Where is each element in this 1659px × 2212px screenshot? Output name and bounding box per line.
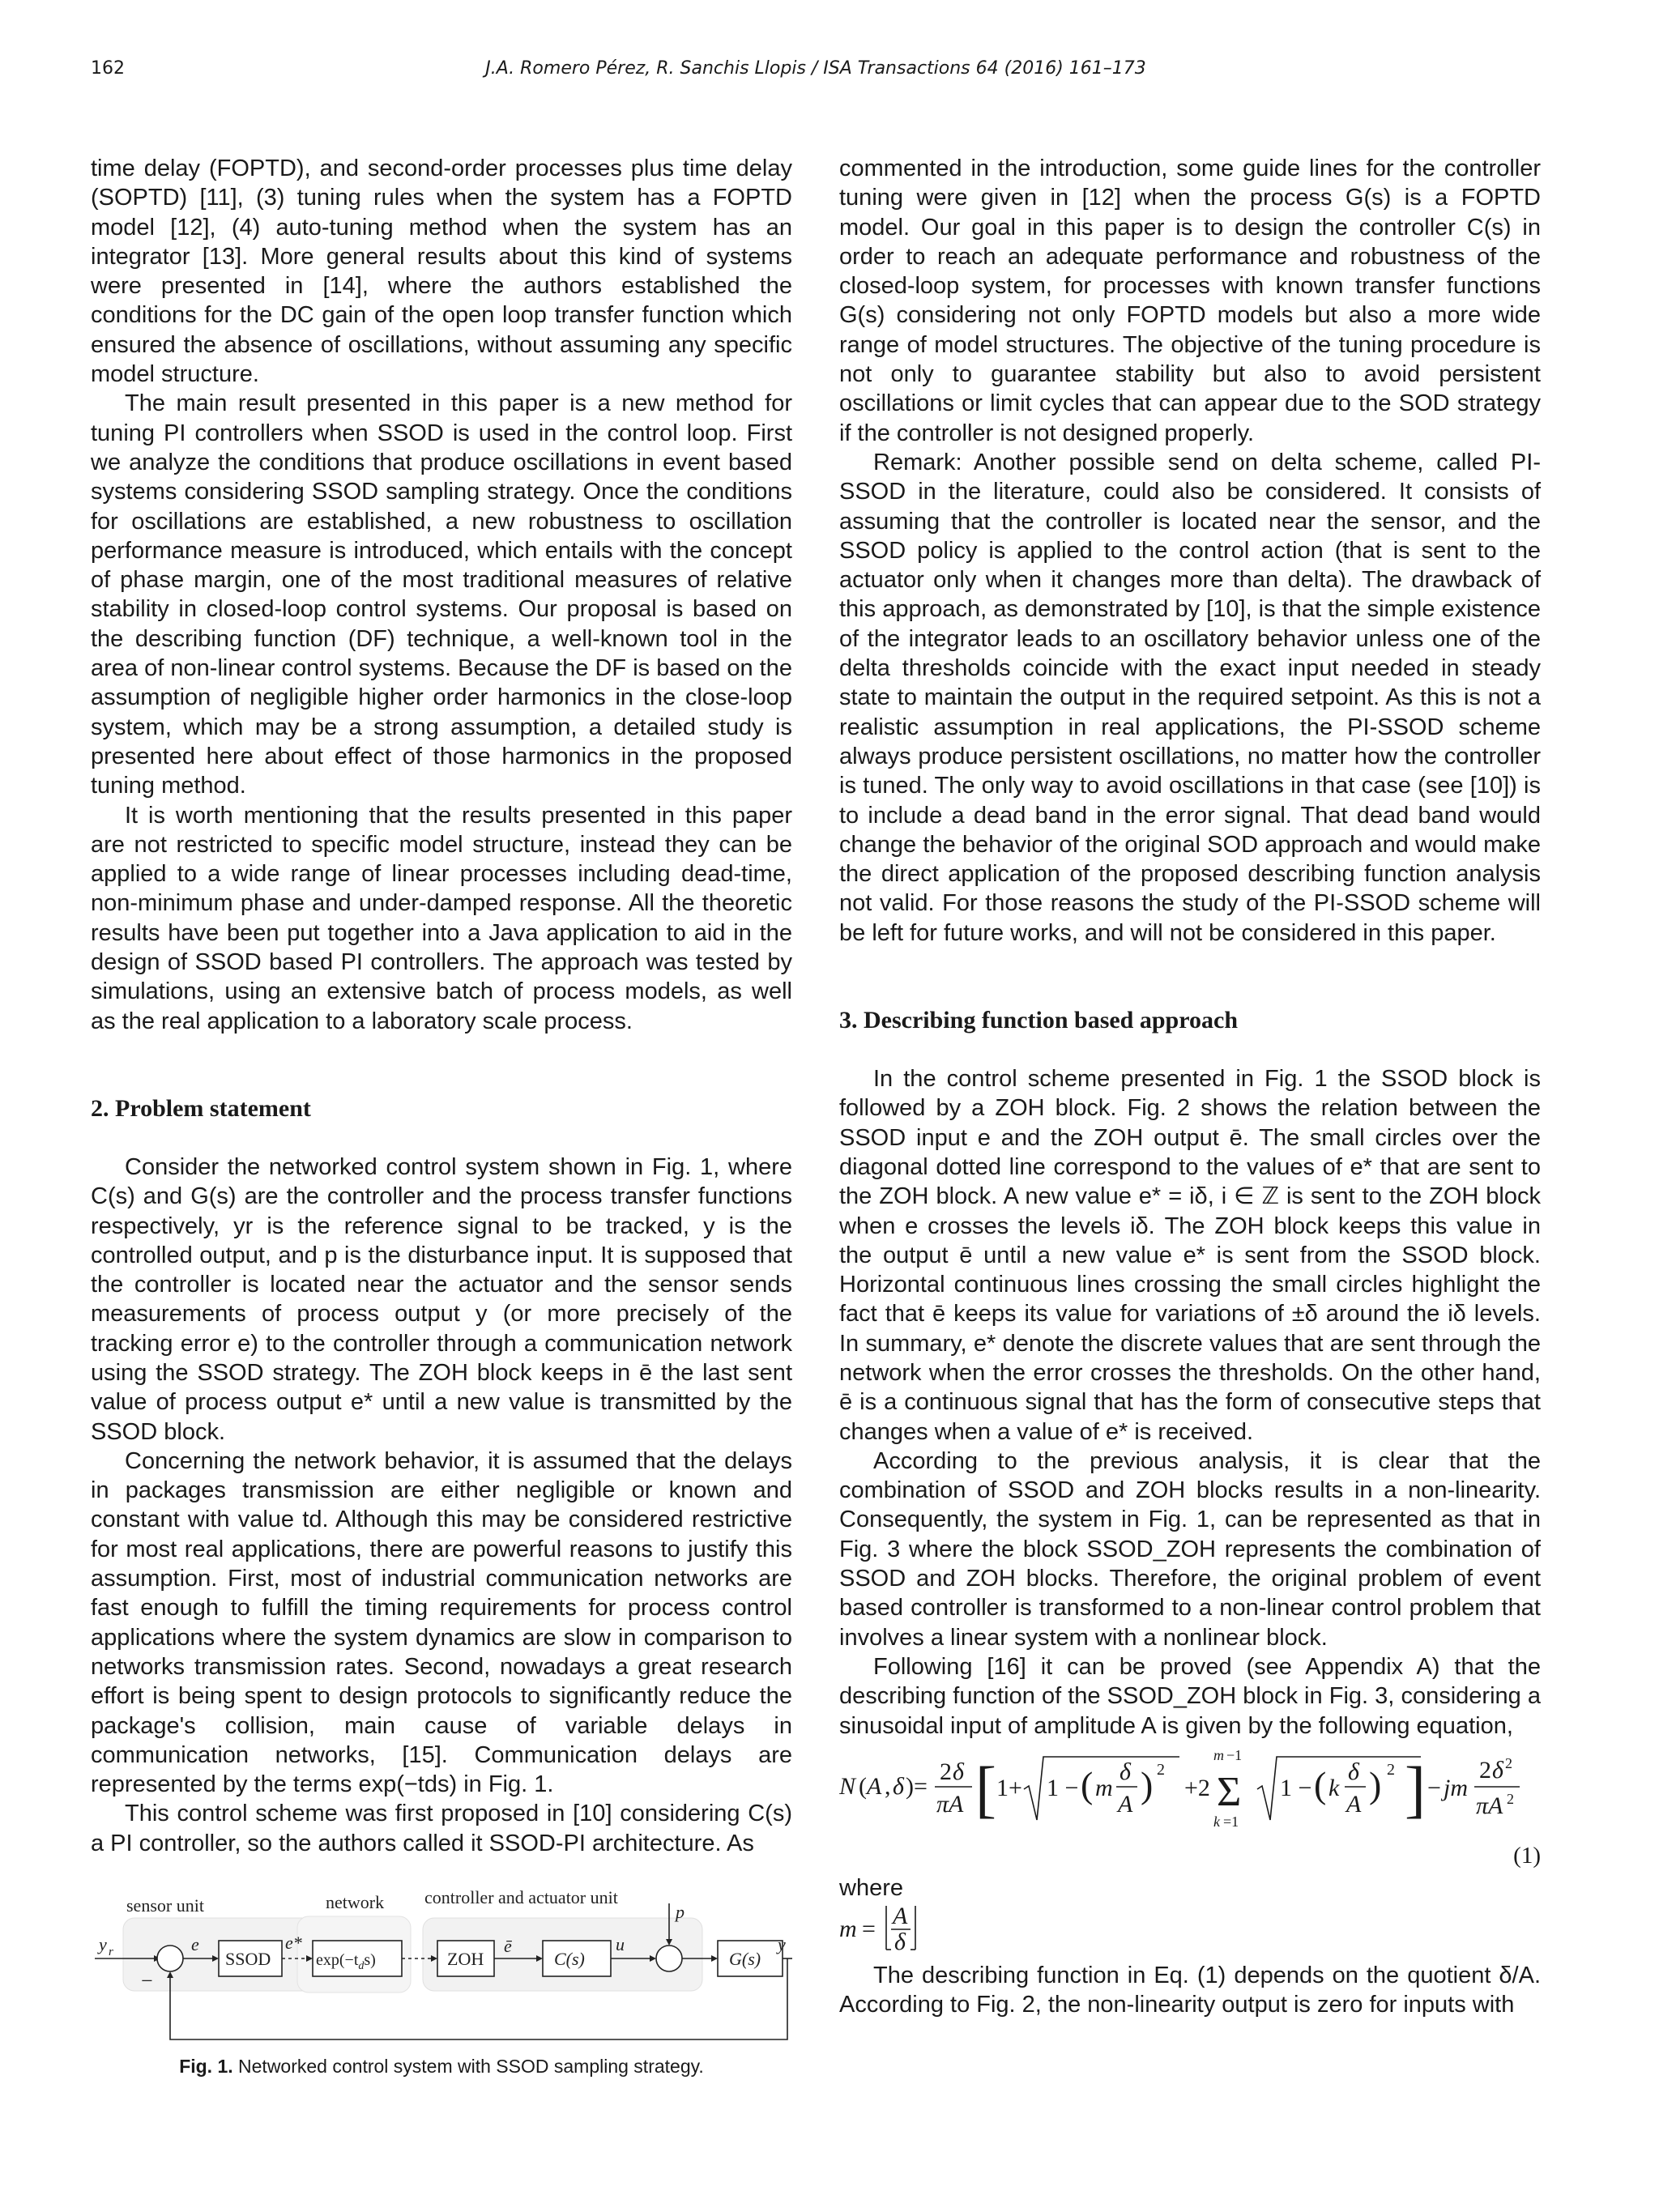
sensor-unit-label: sensor unit	[126, 1895, 204, 1916]
yr-subscript: r	[109, 1946, 113, 1958]
u-label: u	[616, 1934, 625, 1954]
svg-text:A: A	[893, 1903, 908, 1930]
svg-text:δ: δ	[893, 1772, 904, 1800]
paragraph: Following [16] it can be proved (see Appendix A) that the describing function of the SSOD_ZOH block in Fig. 3, considering a sinusoidal input of amplitude A is given by the following equation,	[839, 1653, 1541, 1739]
svg-text:δ: δ	[953, 1758, 964, 1785]
paragraph: In the control scheme presented in Fig. 1 the SSOD block is followed by a ZOH block. Fig. 2 shows the relation between the SSOD input e and the ZOH output ē. The small circles over the diagonal dotted line correspond to the values of e* that are sent to the ZOH block. A new value e* = iδ, i ∈ ℤ is sent to the ZOH block when e crosses the levels iδ. The ZOH block keeps this value in the output ē until a new value e* is sent from the SSOD block. Horizontal continuous lines crossing the small circles highlight the fact that ē keeps its value for variations of ±δ around the iδ levels. In summary, e* denote the discrete values that are sent through the network when the error crosses the thresholds. On the other hand, ē is a continuous signal that has the form of consecutive steps that changes when a value of e* is received.	[839, 1066, 1541, 1445]
svg-text:1+: 1+	[996, 1774, 1022, 1801]
figure-block-diagram	[91, 1886, 792, 2056]
svg-text:(: (	[1081, 1763, 1094, 1805]
delay-label: exp(−t	[316, 1951, 359, 1969]
summing-junction-2	[656, 1946, 682, 1971]
svg-text:πA: πA	[936, 1790, 964, 1818]
svg-text:]: ]	[1405, 1753, 1426, 1824]
svg-text:2: 2	[1387, 1760, 1395, 1779]
svg-text:δ: δ	[1120, 1758, 1131, 1785]
svg-text:δ: δ	[1348, 1758, 1359, 1785]
svg-text:Σ: Σ	[1217, 1768, 1242, 1815]
paragraph: commented in the introduction, some guide lines for the controller tuning were given in [12] when the process G(s) is a FOPTD model. Our goal in this paper is to design the controller C(s) in order to reach an adequate performance and robustness of the closed-loop system, for processes with known transfer functions G(s) considering not only FOPTD models but also a more wide range of model structures. The objective of the tuning procedure is not only to guarantee stability but also to avoid persistent oscillations or limit cycles that can appear due to the SOD strategy if the controller is not designed properly.	[839, 156, 1541, 446]
page-header	[91, 58, 1541, 91]
section-heading: 2. Problem statement	[91, 1094, 311, 1122]
svg-text:=: =	[862, 1916, 876, 1943]
page-number: 162	[91, 58, 125, 79]
equation-1	[839, 1741, 1541, 1841]
paragraph: The describing function in Eq. (1) depends on the quotient δ/A. According to Fig. 2, the non-linearity output is zero for inputs with	[839, 1963, 1541, 2018]
svg-text:): )	[1141, 1763, 1154, 1805]
paragraph: It is worth mentioning that the results presented in this paper are not restricted to specific model structure, instead they can be applied to a wide range of linear processes including dead-time, non-minimum phase and under-damped response. All the theoretic results have been put together into a Java application to aid in the design of SSOD based PI controllers. The approach was tested by simulations, using an extensive batch of process models, as well as the real application to a laboratory scale process.	[91, 802, 792, 1034]
delay-label-end: s)	[364, 1951, 376, 1969]
svg-text:): )	[1369, 1763, 1382, 1805]
svg-text:A: A	[867, 1772, 882, 1800]
paragraph: Concerning the network behavior, it is assumed that the delays in packages transmission are either negligible or known and constant with value td. Although this may be considered restrictive for most real applications, there are powerful reasons to justify this assumption. First, most of industrial communication networks are fast enough to fulfill the timing requirements for process control applications where the system dynamics are slow in comparison to networks transmission rates. Second, nowadays a great research effort is being spent to design protocols to significantly reduce the package's collision, main cause of variable delays in communication networks, [15]. Communication delays are represented by the terms exp(−tds) in Fig. 1.	[91, 1447, 792, 1798]
caption-label: Fig. 1.	[179, 2056, 233, 2077]
zoh-label: ZOH	[447, 1949, 484, 1969]
svg-text:δ: δ	[1492, 1756, 1503, 1784]
block-diagram	[91, 1886, 792, 2056]
paragraph: Remark: Another possible send on delta scheme, called PI-SSOD in the literature, could also be considered. It consists of assuming that the controller is located near the sensor, and the SSOD policy is applied to the control action (that is sent to the actuator only when it changes more than delta). The drawback of this approach, as demonstrated by [10], is that the simple existence of the integrator leads to an oscillatory behavior unless one of the delta thresholds coincide with the exact input needed in steady state to maintain the output in the required setpoint. As this is not a realistic assumption in real applications, the PI-SSOD scheme always produce persistent oscillations, no matter how the controller is tuned. The only way to avoid oscillations in that case (see [10]) is to include a dead band in the error signal. That dead band would change the behavior of the original SOD approach and would make the direct application of the proposed describing function analysis not valid. For those reasons the study of the PI-SSOD scheme will be left for future works, and will not be considered in this paper.	[839, 449, 1541, 946]
svg-text:=1: =1	[1223, 1813, 1239, 1830]
svg-text:)=: )=	[906, 1772, 928, 1800]
svg-text:πA: πA	[1476, 1792, 1503, 1819]
estar-label: e*	[285, 1933, 302, 1953]
svg-text:1 −: 1 −	[1280, 1774, 1312, 1801]
network-label: network	[326, 1892, 385, 1912]
p-label: p	[676, 1902, 684, 1922]
right-column	[839, 154, 1541, 2020]
paragraph: where	[839, 1874, 903, 1901]
process-label: G(s)	[729, 1949, 761, 1969]
paragraph: The main result presented in this paper is a new method for tuning PI controllers when SSOD is used in the control loop. First we analyze the conditions that produce oscillations in event based systems considering SSOD sampling strategy. Once the conditions for oscillations are established, a new robustness to oscillation performance measure is introduced, which entails with the concept of phase margin, one of the most traditional measures of relative stability in closed-loop control systems. Our proposal is based on the describing function (DF) technique, a well-known tool in the area of non-linear control systems. Because the DF is based on the assumption of negligible higher order harmonics in the close-loop system, which may be a strong assumption, a detailed study is presented here about effect of those harmonics in the proposed tuning method.	[91, 390, 792, 799]
svg-text:2: 2	[940, 1758, 952, 1785]
ebar-label: ē	[504, 1936, 512, 1956]
svg-text:k: k	[1328, 1774, 1340, 1801]
equation-graphic	[839, 1741, 1541, 1841]
svg-text:δ: δ	[894, 1929, 906, 1954]
summing-junction-1	[157, 1946, 183, 1971]
equation-m-graphic	[839, 1903, 1001, 1953]
svg-text:m: m	[1213, 1746, 1224, 1763]
svg-text:A: A	[1118, 1790, 1133, 1818]
caption-text: Networked control system with SSOD sampling strategy.	[238, 2056, 704, 2077]
svg-text:2: 2	[1479, 1756, 1491, 1784]
section-heading: 3. Describing function based approach	[839, 1007, 1239, 1034]
svg-text:[: [	[975, 1753, 996, 1824]
left-column	[91, 154, 792, 1858]
running-head: J.A. Romero Pérez, R. Sanchis Llopis / ISA Transactions 64 (2016) 161–173	[485, 58, 1146, 79]
paragraph: time delay (FOPTD), and second-order processes plus time delay (SOPTD) [11], (3) tuning rules when the system has a FOPTD model [12], (4) auto-tuning method when the system has an integrator [13]. More general results about this kind of systems were presented in [14], where the authors established the conditions for the DC gain of the open loop transfer function which ensured the absence of oscillations, without assuming any specific model structure.	[91, 156, 792, 388]
svg-text:+2: +2	[1184, 1774, 1210, 1801]
svg-text:k: k	[1213, 1813, 1220, 1830]
svg-text:m: m	[1095, 1774, 1113, 1801]
svg-text:m: m	[839, 1916, 857, 1943]
delay-subscript: d	[358, 1960, 365, 1972]
minus-sign: −	[141, 1969, 153, 1993]
svg-text:−1: −1	[1226, 1746, 1243, 1763]
equation-number: (1)	[1513, 1842, 1541, 1869]
svg-text:(: (	[859, 1772, 867, 1800]
paragraph: According to the previous analysis, it is clear that the combination of SSOD and ZOH blocks results in a non-linearity. Consequently, the system in Fig. 1, can be represented as that in Fig. 3 where the block SSOD_ZOH represents the combination of SSOD and ZOH blocks. Therefore, the original problem of event based controller is transformed to a non-linear control problem that involves a linear system with a nonlinear block.	[839, 1447, 1541, 1651]
e-label: e	[191, 1934, 199, 1954]
paragraph: This control scheme was first proposed in [10] considering C(s) a PI controller, so the authors called it SSOD-PI architecture. As	[91, 1801, 792, 1856]
equation-m	[839, 1903, 1541, 1953]
controller-label: C(s)	[554, 1949, 585, 1969]
yr-label: y	[99, 1934, 107, 1954]
svg-text:A: A	[1346, 1790, 1362, 1818]
svg-text:2: 2	[1507, 1790, 1514, 1807]
svg-text:N: N	[839, 1772, 856, 1800]
controller-unit-label: controller and actuator unit	[424, 1887, 618, 1907]
svg-text:(: (	[1314, 1763, 1327, 1805]
svg-text:1 −: 1 −	[1047, 1774, 1079, 1801]
figure-caption	[91, 2056, 792, 2078]
ssod-label: SSOD	[225, 1949, 271, 1969]
svg-text:2: 2	[1505, 1754, 1512, 1771]
svg-text:2: 2	[1157, 1760, 1165, 1779]
svg-text:,: ,	[885, 1772, 891, 1800]
y-label: y	[778, 1934, 786, 1954]
svg-text:jm: jm	[1444, 1774, 1468, 1801]
paragraph: Consider the networked control system shown in Fig. 1, where C(s) and G(s) are the controller and the process transfer functions respectively, yr is the reference signal to be tracked, y is the controlled output, and p is the disturbance input. It is supposed that the controller is located near the actuator and the sensor sends measurements of process output y (or more precisely of the tracking error e) to the controller through a communication network using the SSOD strategy. The ZOH block keeps in ē the last sent value of process output e* until a new value is transmitted by the SSOD block.	[91, 1153, 792, 1445]
svg-text:−: −	[1427, 1774, 1441, 1801]
